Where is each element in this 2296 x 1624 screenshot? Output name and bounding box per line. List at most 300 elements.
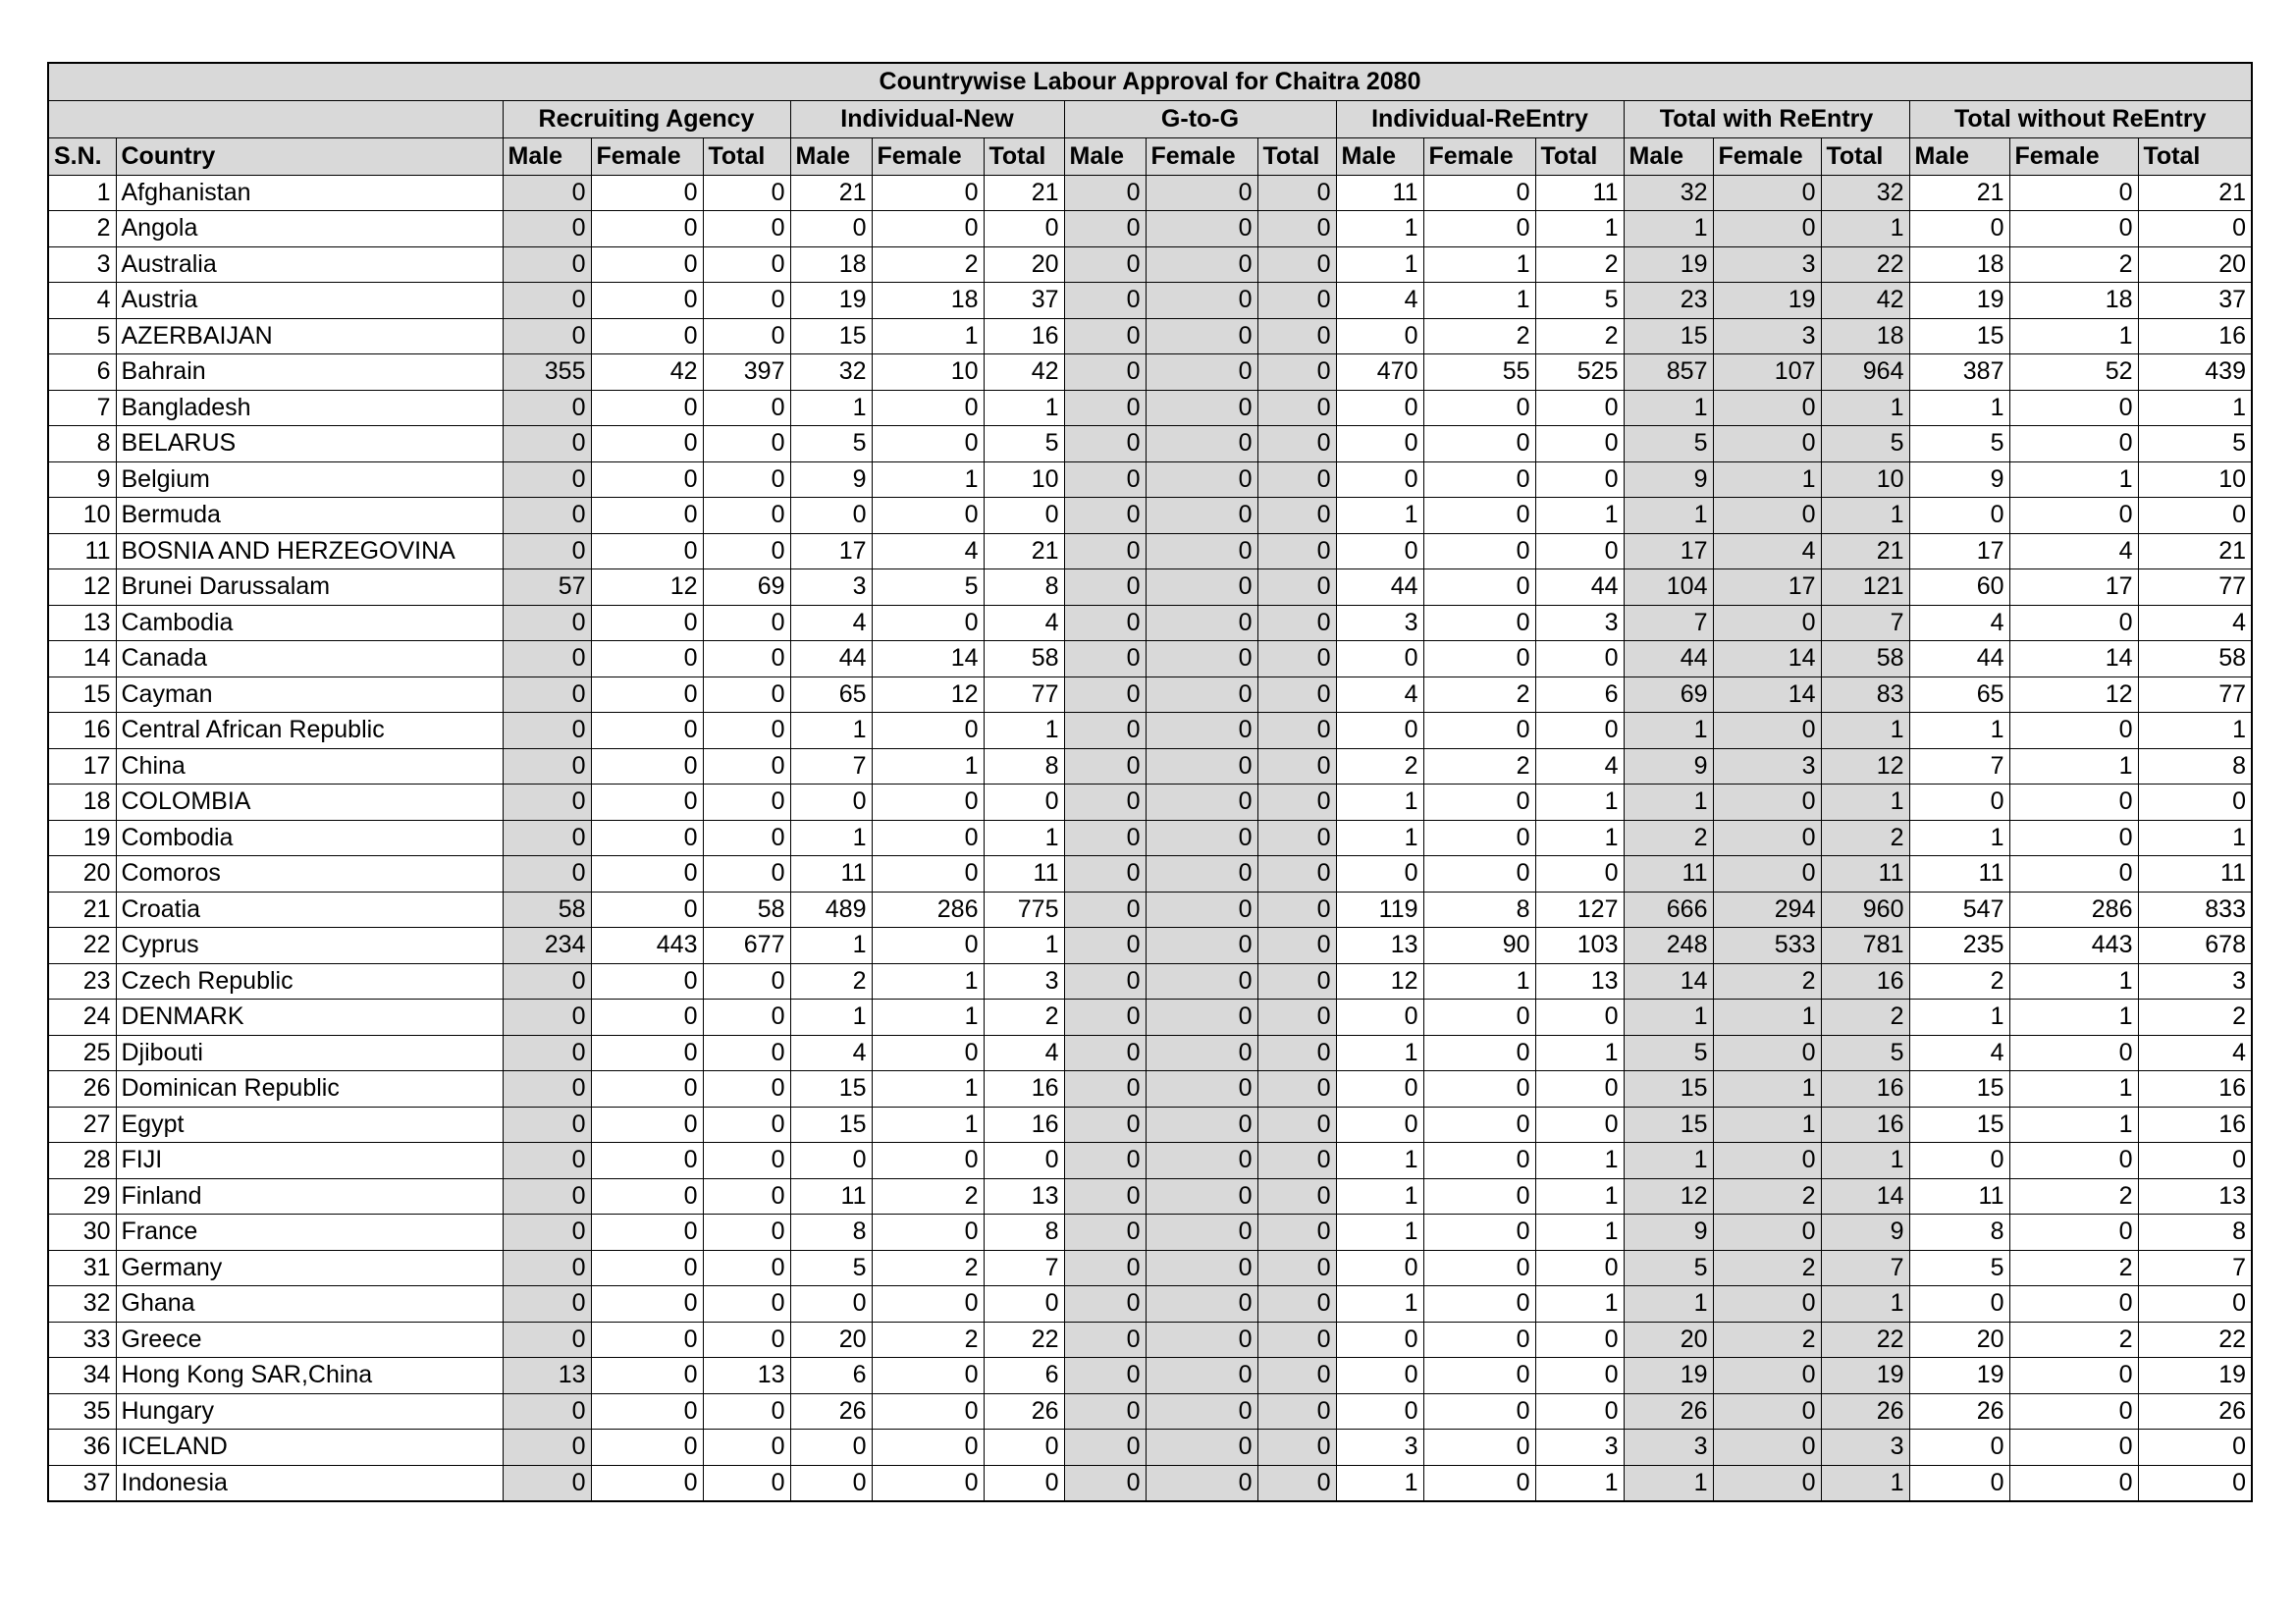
row-sn: 9 [48,461,116,498]
row-country: Cayman [116,677,503,713]
row-value-cell: 0 [2009,1358,2138,1394]
row-value-cell: 0 [872,1286,984,1323]
column-header-female: Female [1423,137,1535,175]
row-value-cell: 13 [984,1178,1064,1215]
row-value-cell: 1 [2138,390,2252,426]
row-value-cell: 2 [1336,748,1423,785]
row-value-cell: 2 [2009,246,2138,283]
row-value-cell: 0 [591,318,703,354]
row-value-cell: 5 [872,569,984,606]
row-value-cell: 3 [1535,1430,1624,1466]
row-value-cell: 0 [503,426,591,462]
row-value-cell: 2 [2138,1000,2252,1036]
row-value-cell: 0 [1423,785,1535,821]
row-value-cell: 7 [1624,605,1713,641]
row-value-cell: 0 [1423,641,1535,677]
row-value-cell: 58 [2138,641,2252,677]
row-country: Ghana [116,1286,503,1323]
row-value-cell: 2 [1713,1250,1821,1286]
column-header-female: Female [591,137,703,175]
group-header-total-with-reentry: Total with ReEntry [1624,100,1909,137]
row-value-cell: 1 [1336,1465,1423,1501]
row-value-cell: 0 [1064,426,1146,462]
row-value-cell: 678 [2138,928,2252,964]
row-value-cell: 0 [703,1143,790,1179]
row-value-cell: 0 [1423,1358,1535,1394]
row-value-cell: 0 [1064,1143,1146,1179]
row-value-cell: 5 [790,426,872,462]
row-value-cell: 0 [1713,1215,1821,1251]
row-value-cell: 0 [1423,820,1535,856]
row-value-cell: 0 [591,1358,703,1394]
row-value-cell: 0 [503,1286,591,1323]
row-value-cell: 5 [1909,1250,2009,1286]
row-value-cell: 0 [1146,211,1257,247]
row-value-cell: 0 [703,713,790,749]
table-row [48,856,2252,893]
row-value-cell: 21 [1821,533,1909,569]
row-value-cell: 18 [2009,283,2138,319]
row-value-cell: 0 [1713,1358,1821,1394]
row-sn: 25 [48,1035,116,1071]
row-value-cell: 21 [790,175,872,211]
column-header-female: Female [1713,137,1821,175]
row-value-cell: 0 [872,820,984,856]
row-value-cell: 0 [2009,1035,2138,1071]
row-value-cell: 0 [1336,856,1423,893]
column-header-row [48,137,2252,175]
row-value-cell: 0 [1713,1035,1821,1071]
row-sn: 22 [48,928,116,964]
row-value-cell: 0 [1713,1393,1821,1430]
column-header-male: Male [1336,137,1423,175]
row-value-cell: 14 [1624,963,1713,1000]
row-value-cell: 55 [1423,354,1535,391]
row-sn: 15 [48,677,116,713]
row-value-cell: 0 [1909,1430,2009,1466]
row-value-cell: 1 [2009,1000,2138,1036]
row-value-cell: 0 [1064,785,1146,821]
table-row [48,785,2252,821]
row-value-cell: 7 [1821,605,1909,641]
row-value-cell: 0 [1336,1322,1423,1358]
row-value-cell: 0 [1064,461,1146,498]
table-row [48,892,2252,928]
row-value-cell: 44 [1909,641,2009,677]
row-value-cell: 0 [703,748,790,785]
row-value-cell: 0 [1423,1430,1535,1466]
row-value-cell: 0 [1064,928,1146,964]
row-value-cell: 0 [591,533,703,569]
row-value-cell: 0 [503,677,591,713]
row-value-cell: 11 [1821,856,1909,893]
row-value-cell: 26 [2138,1393,2252,1430]
row-value-cell: 0 [503,1143,591,1179]
row-value-cell: 15 [1909,1107,2009,1143]
row-value-cell: 0 [591,1286,703,1323]
row-value-cell: 0 [2138,498,2252,534]
row-value-cell: 0 [1713,785,1821,821]
row-value-cell: 1 [984,713,1064,749]
row-value-cell: 0 [591,1250,703,1286]
row-value-cell: 0 [591,1430,703,1466]
row-value-cell: 3 [2138,963,2252,1000]
row-value-cell: 0 [1423,426,1535,462]
row-value-cell: 1 [1336,820,1423,856]
row-value-cell: 0 [1064,1035,1146,1071]
row-value-cell: 4 [1336,283,1423,319]
row-value-cell: 6 [790,1358,872,1394]
row-value-cell: 3 [1336,605,1423,641]
row-value-cell: 0 [1146,1143,1257,1179]
row-value-cell: 439 [2138,354,2252,391]
row-value-cell: 355 [503,354,591,391]
row-value-cell: 0 [1535,713,1624,749]
row-value-cell: 1 [790,713,872,749]
row-value-cell: 2 [1423,318,1535,354]
row-sn: 26 [48,1071,116,1108]
row-value-cell: 0 [1713,713,1821,749]
row-value-cell: 1 [1624,498,1713,534]
row-value-cell: 525 [1535,354,1624,391]
row-value-cell: 11 [790,856,872,893]
row-value-cell: 0 [1064,1215,1146,1251]
row-value-cell: 0 [1535,533,1624,569]
table-row [48,426,2252,462]
row-value-cell: 104 [1624,569,1713,606]
row-value-cell: 0 [591,748,703,785]
row-country: Dominican Republic [116,1071,503,1108]
row-value-cell: 1 [1821,1286,1909,1323]
row-value-cell: 1 [1336,1178,1423,1215]
row-value-cell: 0 [503,1000,591,1036]
row-value-cell: 0 [1336,1358,1423,1394]
row-country: FIJI [116,1143,503,1179]
row-value-cell: 0 [591,498,703,534]
row-value-cell: 0 [872,605,984,641]
row-value-cell: 0 [1535,1107,1624,1143]
row-value-cell: 0 [872,1358,984,1394]
row-value-cell: 1 [790,1000,872,1036]
row-value-cell: 0 [1257,963,1336,1000]
row-value-cell: 1 [790,820,872,856]
row-value-cell: 26 [1909,1393,2009,1430]
row-value-cell: 1 [1909,390,2009,426]
row-value-cell: 0 [984,211,1064,247]
row-value-cell: 443 [591,928,703,964]
row-sn: 7 [48,390,116,426]
row-value-cell: 0 [591,1178,703,1215]
row-value-cell: 16 [984,1071,1064,1108]
table-row [48,318,2252,354]
group-header-row [48,100,2252,137]
row-value-cell: 0 [1257,677,1336,713]
row-value-cell: 0 [703,1035,790,1071]
row-sn: 23 [48,963,116,1000]
row-value-cell: 0 [1535,1358,1624,1394]
row-value-cell: 0 [1257,1322,1336,1358]
row-value-cell: 0 [703,246,790,283]
row-value-cell: 0 [1257,856,1336,893]
row-value-cell: 234 [503,928,591,964]
row-value-cell: 0 [790,1286,872,1323]
row-value-cell: 90 [1423,928,1535,964]
row-value-cell: 0 [1423,605,1535,641]
row-value-cell: 0 [1064,677,1146,713]
row-value-cell: 0 [1257,748,1336,785]
row-value-cell: 0 [872,1215,984,1251]
row-value-cell: 0 [591,426,703,462]
row-value-cell: 0 [2009,605,2138,641]
column-header-male: Male [1909,137,2009,175]
table-row [48,1178,2252,1215]
row-value-cell: 69 [703,569,790,606]
row-sn: 18 [48,785,116,821]
row-value-cell: 0 [1064,1322,1146,1358]
table-row [48,1071,2252,1108]
row-value-cell: 14 [1821,1178,1909,1215]
row-value-cell: 0 [872,1393,984,1430]
row-country: Greece [116,1322,503,1358]
row-value-cell: 0 [1423,1000,1535,1036]
row-value-cell: 0 [1257,283,1336,319]
row-value-cell: 0 [1713,390,1821,426]
row-value-cell: 0 [1257,1393,1336,1430]
row-value-cell: 1 [872,748,984,785]
row-value-cell: 15 [790,1071,872,1108]
row-value-cell: 1 [2009,318,2138,354]
table-row [48,820,2252,856]
row-value-cell: 0 [1064,211,1146,247]
row-value-cell: 18 [1821,318,1909,354]
row-value-cell: 1 [2009,461,2138,498]
row-value-cell: 0 [503,713,591,749]
row-value-cell: 0 [1146,1035,1257,1071]
row-value-cell: 22 [1821,1322,1909,1358]
row-value-cell: 8 [790,1215,872,1251]
row-country: Germany [116,1250,503,1286]
row-value-cell: 6 [984,1358,1064,1394]
row-value-cell: 0 [2009,1286,2138,1323]
row-value-cell: 3 [1713,748,1821,785]
row-value-cell: 0 [872,1143,984,1179]
row-value-cell: 0 [591,1107,703,1143]
row-value-cell: 0 [1064,1250,1146,1286]
row-value-cell: 19 [2138,1358,2252,1394]
row-sn: 5 [48,318,116,354]
row-value-cell: 5 [1821,1035,1909,1071]
row-value-cell: 19 [1909,283,2009,319]
row-value-cell: 666 [1624,892,1713,928]
row-value-cell: 0 [872,390,984,426]
row-sn: 31 [48,1250,116,1286]
row-country: ICELAND [116,1430,503,1466]
row-value-cell: 0 [703,963,790,1000]
row-value-cell: 0 [703,1178,790,1215]
row-country: Cambodia [116,605,503,641]
row-country: DENMARK [116,1000,503,1036]
row-value-cell: 0 [1257,390,1336,426]
row-value-cell: 0 [503,785,591,821]
row-value-cell: 0 [1257,713,1336,749]
row-value-cell: 1 [1909,1000,2009,1036]
row-value-cell: 0 [1257,498,1336,534]
row-value-cell: 1 [1336,498,1423,534]
row-value-cell: 0 [1064,641,1146,677]
row-value-cell: 0 [1146,1465,1257,1501]
row-value-cell: 0 [872,1465,984,1501]
table-row [48,1000,2252,1036]
row-value-cell: 1 [872,1107,984,1143]
row-value-cell: 2 [1423,677,1535,713]
row-value-cell: 1 [1535,1035,1624,1071]
row-value-cell: 1 [872,1000,984,1036]
row-value-cell: 9 [1624,1215,1713,1251]
row-value-cell: 1 [1535,785,1624,821]
row-sn: 32 [48,1286,116,1323]
row-value-cell: 0 [591,390,703,426]
row-value-cell: 0 [2138,1286,2252,1323]
row-value-cell: 0 [591,1393,703,1430]
row-value-cell: 4 [790,605,872,641]
row-value-cell: 4 [872,533,984,569]
row-value-cell: 20 [790,1322,872,1358]
row-value-cell: 1 [1821,211,1909,247]
group-header-individual-new: Individual-New [790,100,1064,137]
column-header-total: Total [703,137,790,175]
row-value-cell: 1 [1535,1286,1624,1323]
row-value-cell: 0 [1535,426,1624,462]
row-value-cell: 0 [1146,1430,1257,1466]
row-value-cell: 20 [1909,1322,2009,1358]
column-header-male: Male [1624,137,1713,175]
row-value-cell: 16 [1821,1107,1909,1143]
row-value-cell: 1 [1336,1035,1423,1071]
row-value-cell: 1 [1909,713,2009,749]
row-value-cell: 8 [2138,748,2252,785]
row-value-cell: 0 [1064,533,1146,569]
row-value-cell: 0 [1423,533,1535,569]
row-country: COLOMBIA [116,785,503,821]
row-value-cell: 0 [591,211,703,247]
row-value-cell: 0 [872,1430,984,1466]
column-header-total: Total [984,137,1064,175]
row-value-cell: 42 [984,354,1064,391]
table-row [48,1322,2252,1358]
row-country: BELARUS [116,426,503,462]
table-row [48,1143,2252,1179]
row-country: Cyprus [116,928,503,964]
row-value-cell: 0 [1146,569,1257,606]
row-value-cell: 11 [1624,856,1713,893]
row-value-cell: 0 [1423,175,1535,211]
row-value-cell: 0 [1064,605,1146,641]
row-value-cell: 0 [591,1322,703,1358]
row-value-cell: 3 [1821,1430,1909,1466]
table-row [48,1286,2252,1323]
row-value-cell: 0 [503,1393,591,1430]
row-value-cell: 0 [2009,175,2138,211]
row-value-cell: 20 [2138,246,2252,283]
row-value-cell: 0 [503,175,591,211]
row-value-cell: 0 [1535,856,1624,893]
table-row [48,1465,2252,1501]
row-value-cell: 964 [1821,354,1909,391]
row-value-cell: 2 [872,1322,984,1358]
table-row [48,641,2252,677]
row-value-cell: 5 [1909,426,2009,462]
table-row [48,211,2252,247]
row-value-cell: 21 [984,175,1064,211]
row-value-cell: 0 [1423,1250,1535,1286]
row-value-cell: 1 [1713,1000,1821,1036]
group-header-individual-reentry: Individual-ReEntry [1336,100,1624,137]
row-country: Afghanistan [116,175,503,211]
row-value-cell: 3 [984,963,1064,1000]
row-sn: 3 [48,246,116,283]
row-value-cell: 0 [1336,641,1423,677]
table-row [48,533,2252,569]
row-value-cell: 0 [1423,1286,1535,1323]
row-value-cell: 32 [1821,175,1909,211]
row-value-cell: 0 [703,605,790,641]
row-value-cell: 0 [1257,1465,1336,1501]
row-value-cell: 0 [591,1035,703,1071]
row-value-cell: 16 [2138,318,2252,354]
row-value-cell: 0 [1064,1178,1146,1215]
row-value-cell: 77 [2138,569,2252,606]
row-value-cell: 17 [1624,533,1713,569]
row-value-cell: 1 [1624,1286,1713,1323]
row-sn: 34 [48,1358,116,1394]
row-value-cell: 19 [1909,1358,2009,1394]
row-value-cell: 1 [1336,1215,1423,1251]
row-value-cell: 2 [984,1000,1064,1036]
row-value-cell: 0 [1257,318,1336,354]
row-value-cell: 0 [1257,1358,1336,1394]
row-value-cell: 0 [503,748,591,785]
row-value-cell: 1 [790,390,872,426]
row-value-cell: 0 [591,1071,703,1108]
row-value-cell: 37 [2138,283,2252,319]
row-value-cell: 0 [591,1465,703,1501]
row-value-cell: 3 [1713,318,1821,354]
column-header-male: Male [503,137,591,175]
row-sn: 33 [48,1322,116,1358]
row-value-cell: 0 [2009,211,2138,247]
row-value-cell: 0 [703,820,790,856]
row-value-cell: 12 [1336,963,1423,1000]
row-value-cell: 0 [1146,713,1257,749]
row-value-cell: 2 [2009,1250,2138,1286]
row-value-cell: 235 [1909,928,2009,964]
row-value-cell: 489 [790,892,872,928]
table-row [48,1393,2252,1430]
row-value-cell: 2 [1535,318,1624,354]
row-value-cell: 0 [2009,1393,2138,1430]
row-sn: 24 [48,1000,116,1036]
row-value-cell: 121 [1821,569,1909,606]
row-value-cell: 16 [2138,1071,2252,1108]
row-value-cell: 0 [1713,605,1821,641]
row-value-cell: 0 [1713,1143,1821,1179]
row-value-cell: 12 [591,569,703,606]
row-country: Brunei Darussalam [116,569,503,606]
row-value-cell: 13 [703,1358,790,1394]
table-row [48,354,2252,391]
row-country: Bermuda [116,498,503,534]
row-value-cell: 833 [2138,892,2252,928]
